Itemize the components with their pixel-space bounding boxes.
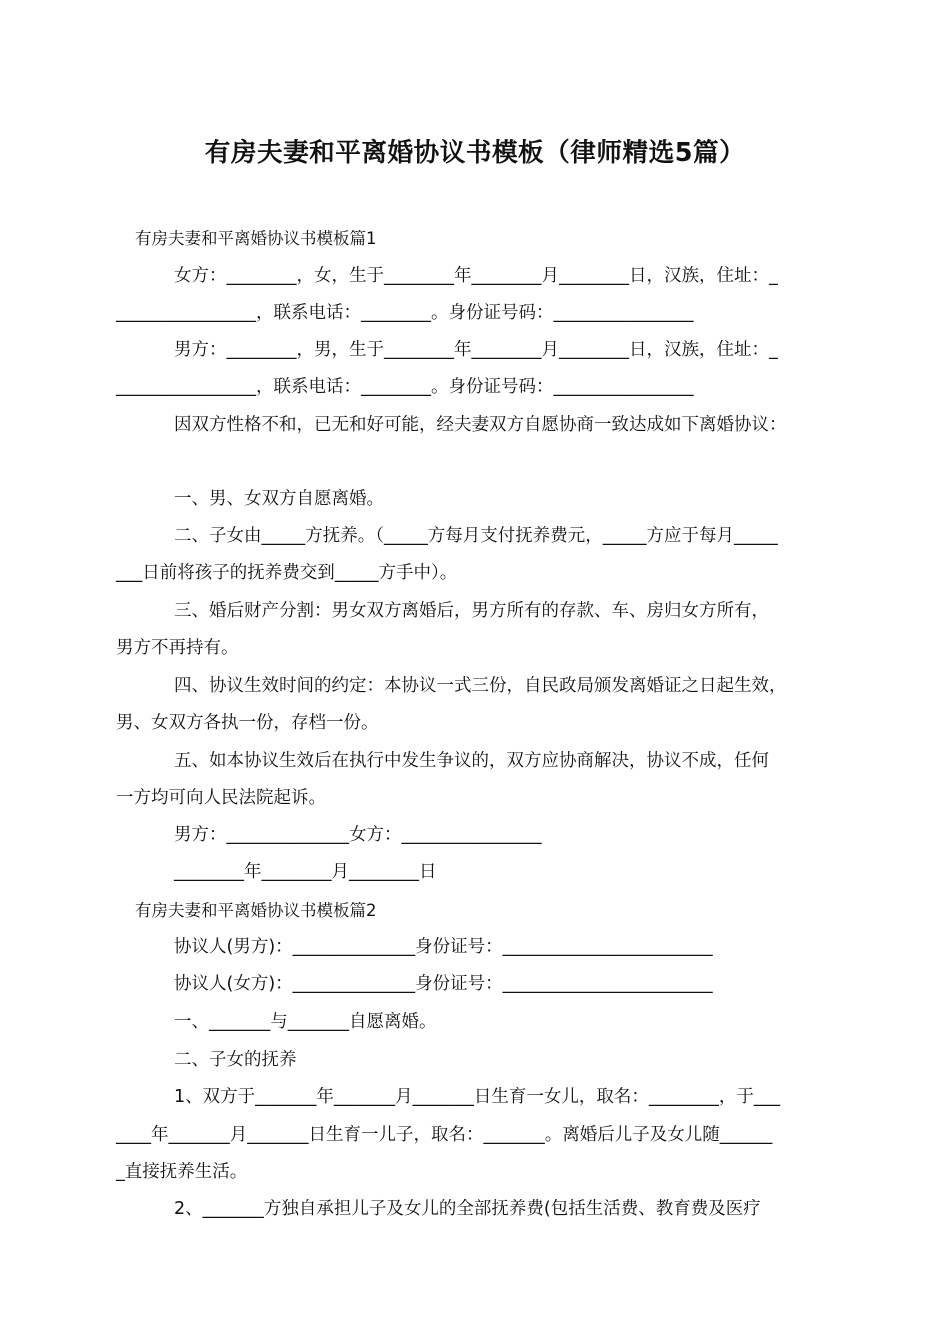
paragraph-line: 一、_______与_______自愿离婚。 [174, 1012, 437, 1032]
section-heading-2: 有房夫妻和平离婚协议书模板篇2 [135, 901, 377, 920]
paragraph-line: 一、男、女双方自愿离婚。 [174, 489, 384, 509]
paragraph-line: _直接抚养生活。 [116, 1162, 248, 1182]
paragraph-line: ____年_______月_______日生育一儿子，取名：_______。离婚后儿子及女儿随______ [116, 1125, 773, 1145]
paragraph-line: ________________，联系电话：________。身份证号码：________________ [116, 377, 694, 397]
paragraph-line: 五、如本协议生效后在执行中发生争议的，双方应协商解决，协议不成，任何 [174, 751, 769, 771]
paragraph-line: ___日前将孩子的抚养费交到_____方手中）。 [116, 563, 458, 583]
paragraph-line: 因双方性格不和，已无和好可能，经夫妻双方自愿协商一致达成如下离婚协议： [174, 415, 787, 435]
paragraph-line: 男方不再持有。 [116, 638, 239, 658]
signature-line: 男方：______________女方：________________ [174, 825, 542, 845]
paragraph-line: 女方：________，女，生于________年________月________日，汉族，住址：_ [174, 266, 778, 286]
paragraph-line: 二、子女的抚养 [174, 1050, 297, 1070]
paragraph-line: 1、双方于_______年_______月_______日生育一女儿，取名：________，于___ [174, 1087, 781, 1107]
paragraph-line: 协议人(女方)：______________身份证号：________________________ [174, 974, 713, 994]
paragraph-line: 2、_______方独自承担儿子及女儿的全部抚养费(包括生活费、教育费及医疗 [174, 1199, 761, 1219]
paragraph-line: 二、子女由_____方抚养。（_____方每月支付抚养费元，_____方应于每月_____ [174, 526, 778, 546]
paragraph-line: 一方均可向人民法院起诉。 [116, 788, 326, 808]
paragraph-line: 男、女双方各执一份，存档一份。 [116, 713, 379, 733]
paragraph-line: 协议人(男方)：______________身份证号：________________________ [174, 937, 713, 957]
paragraph-line: ________________，联系电话：________。身份证号码：________________ [116, 303, 694, 323]
date-line: ________年________月________日 [174, 862, 437, 882]
paragraph-line: 男方：________，男，生于________年________月________日，汉族，住址：_ [174, 340, 778, 360]
paragraph-line: 三、婚后财产分割：男女双方离婚后，男方所有的存款、车、房归女方所有， [174, 601, 769, 621]
paragraph-line: 四、协议生效时间的约定：本协议一式三份，自民政局颁发离婚证之日起生效， [174, 676, 787, 696]
section-heading-1: 有房夫妻和平离婚协议书模板篇1 [135, 229, 377, 248]
document-title: 有房夫妻和平离婚协议书模板（律师精选5篇） [204, 138, 746, 168]
